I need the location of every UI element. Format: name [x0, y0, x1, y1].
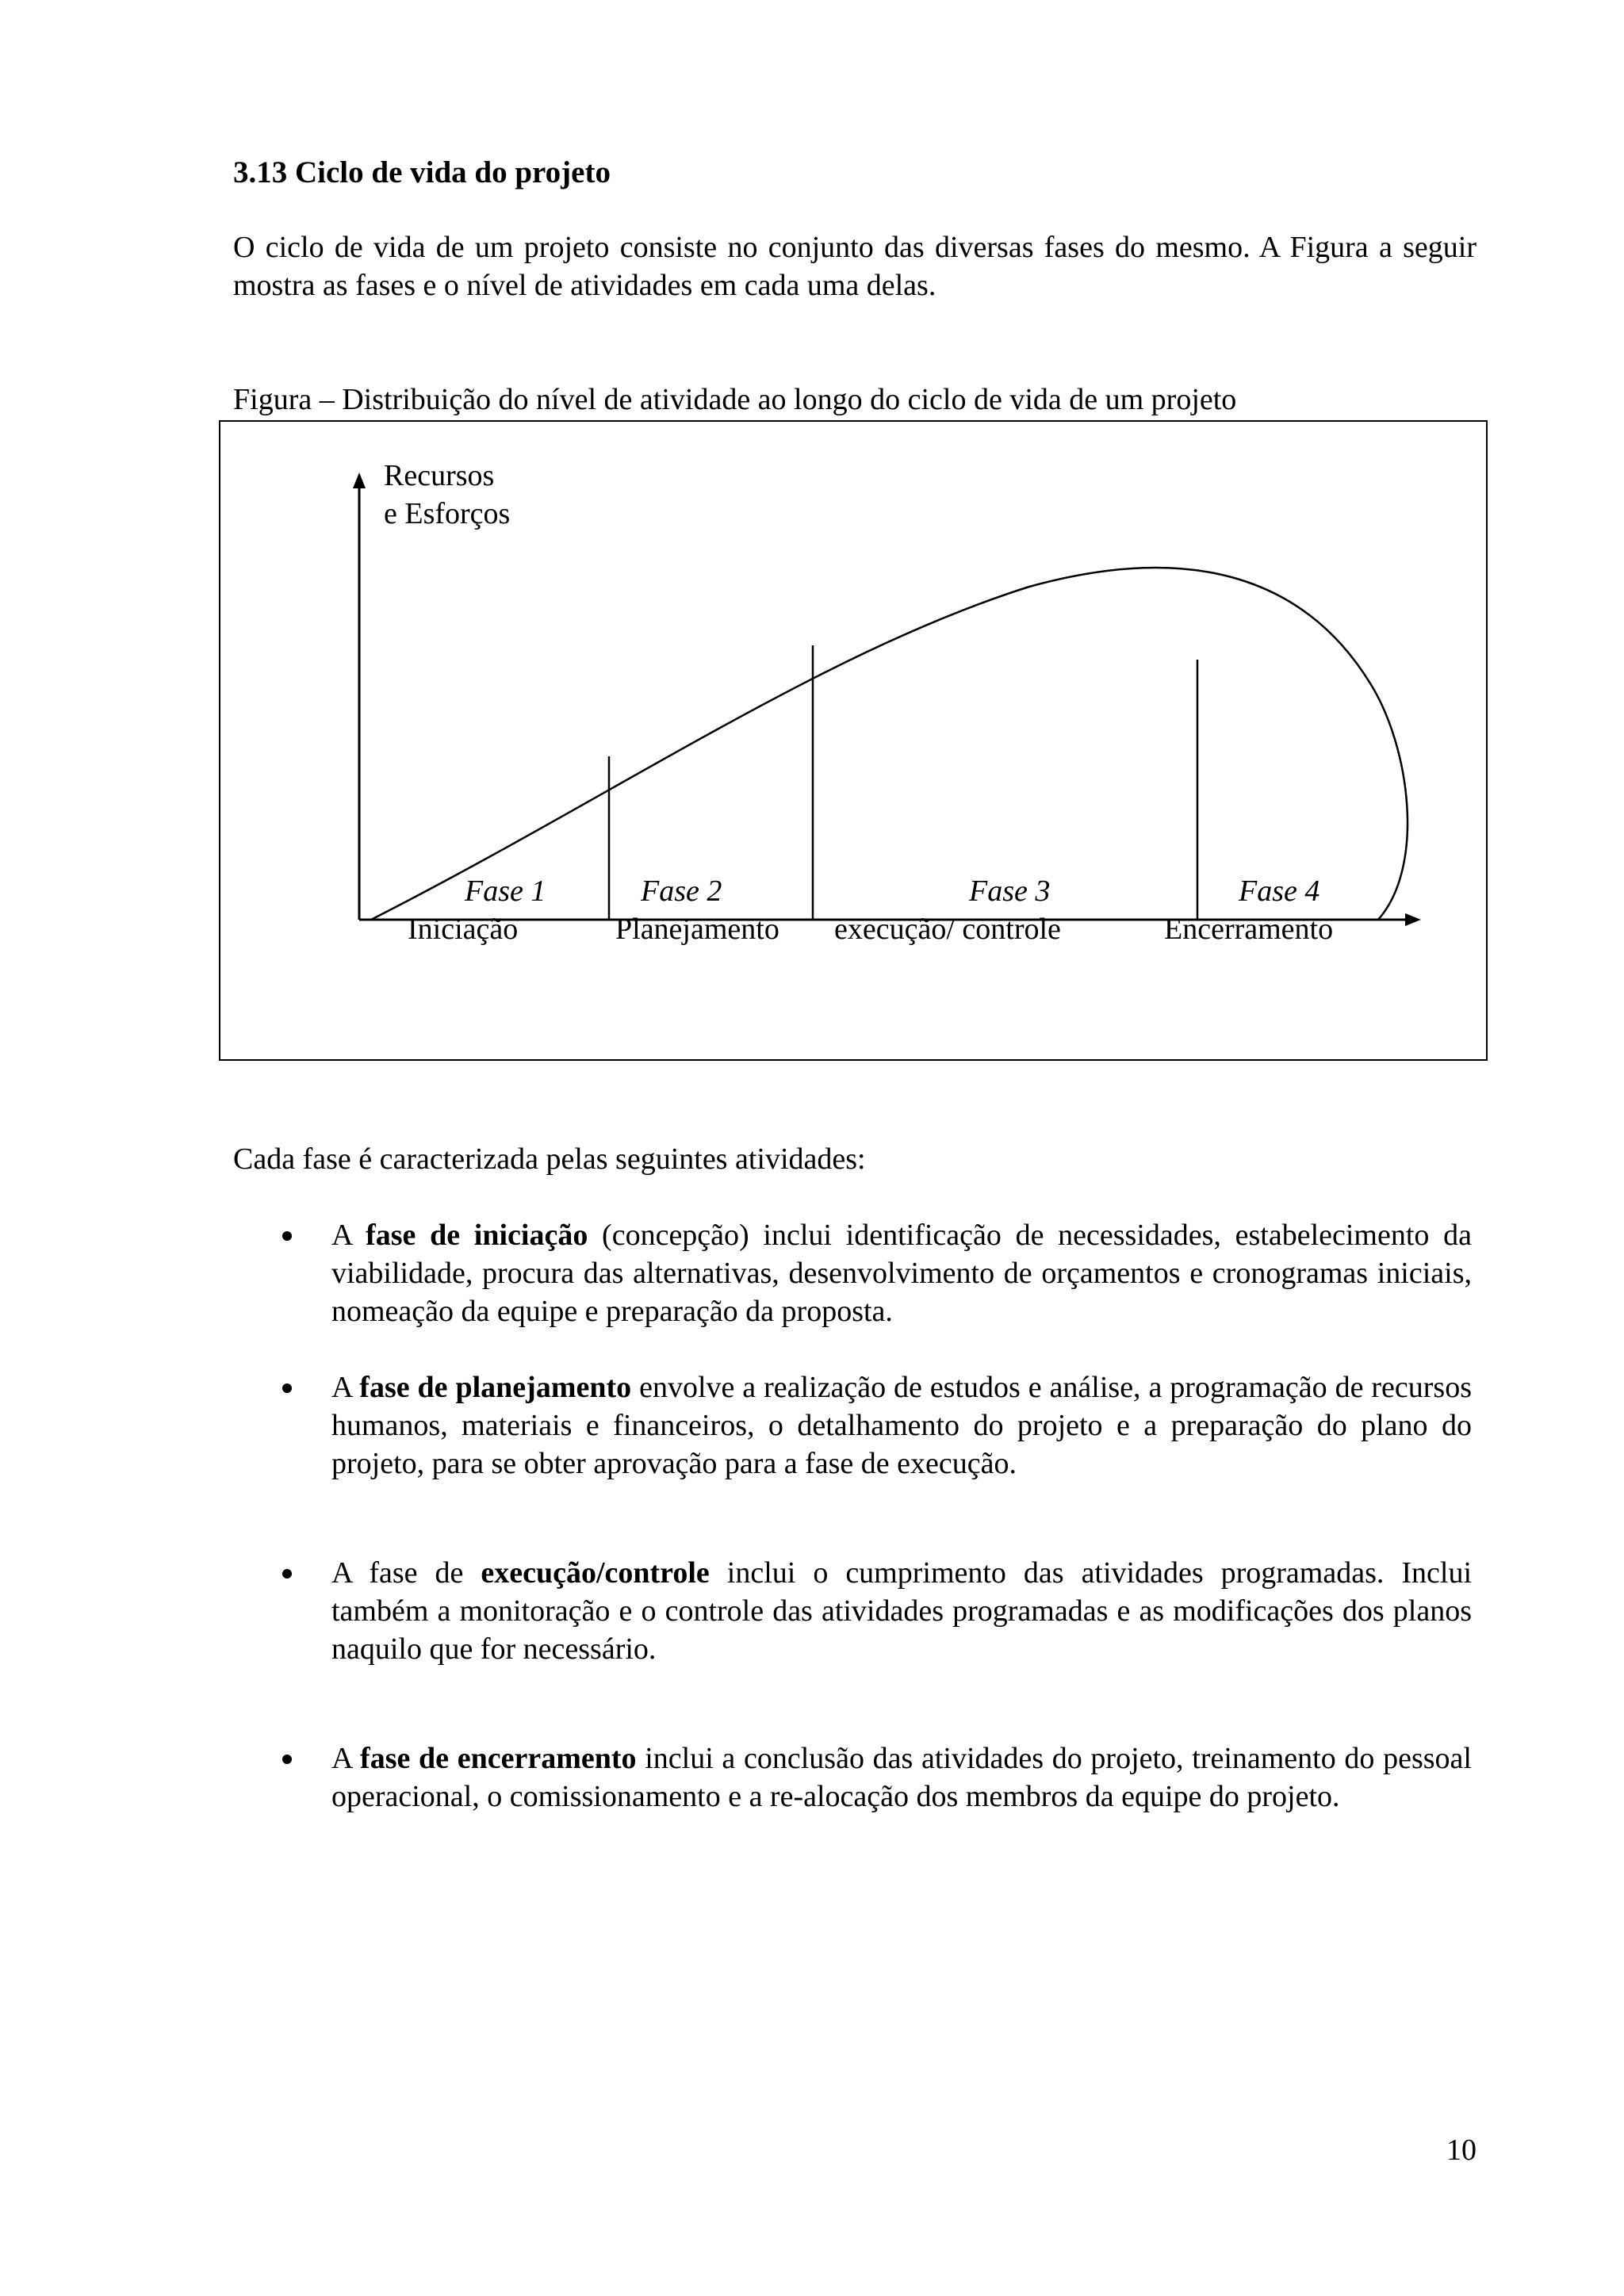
y-axis-label-line2: e Esforços: [384, 497, 511, 530]
phase-3-name: execução/ controle: [834, 913, 1061, 946]
section-heading: 3.13 Ciclo de vida do projeto: [233, 155, 611, 189]
list-item-text: A fase de execução/controle inclui o cumprimento das atividades programadas. Inclui também a monitoração e o controle das atividades programadas e as modificações dos planos naquilo que for necessário.: [331, 1556, 1473, 1666]
phase-4-name: Encerramento: [1164, 913, 1334, 946]
phase-4-title: Fase 4: [1239, 874, 1320, 908]
x-axis-arrowhead: [1405, 913, 1421, 926]
figure-caption: Figura – Distribuição do nível de atividade ao longo do ciclo de vida de um projeto: [233, 383, 1237, 416]
bullet-dot: [282, 1383, 292, 1393]
phase-1-name: Iniciação: [408, 913, 519, 946]
intro-paragraph: O ciclo de vida de um projeto consiste no conjunto das diversas fases do mesmo. A Figura a seguir mostra as fases e o nível de atividades em cada uma delas.: [233, 231, 1477, 302]
list-item-text: A fase de iniciação (concepção) inclui identificação de necessidades, estabelecimento da viabilidade, procura das alternativas, desenvolvimento de orçamentos e cronogramas iniciais, nomeação da equipe e preparação da proposta.: [331, 1219, 1472, 1328]
phase-2-name: Planejamento: [615, 913, 779, 946]
page-number: 10: [1446, 2133, 1477, 2167]
list-item-text: A fase de planejamento envolve a realização de estudos e análise, a programação de recursos humanos, materiais e financeiros, o detalhamento do projeto e a preparação do plano do projeto, para se obter aprovação para a fase de execução.: [331, 1371, 1472, 1480]
phase-1-title: Fase 1: [465, 874, 546, 908]
bullet-dot: [282, 1569, 292, 1578]
list-item-text: A fase de encerramento inclui a conclusão das atividades do projeto, treinamento do pessoal operacional, o comissionamento e a re-alocação dos membros da equipe do projeto.: [331, 1742, 1472, 1813]
figure-box: [219, 420, 1488, 1061]
phase-3-title: Fase 3: [969, 874, 1051, 908]
phase-2-title: Fase 2: [641, 874, 722, 908]
bullet-dot: [282, 1755, 292, 1764]
bullet-dot: [282, 1231, 292, 1241]
y-axis-label-line1: Recursos: [384, 459, 495, 492]
effort-curve: [371, 568, 1408, 920]
lead-paragraph: Cada fase é caracterizada pelas seguintes atividades:: [233, 1142, 866, 1176]
y-axis-arrowhead: [353, 473, 366, 488]
